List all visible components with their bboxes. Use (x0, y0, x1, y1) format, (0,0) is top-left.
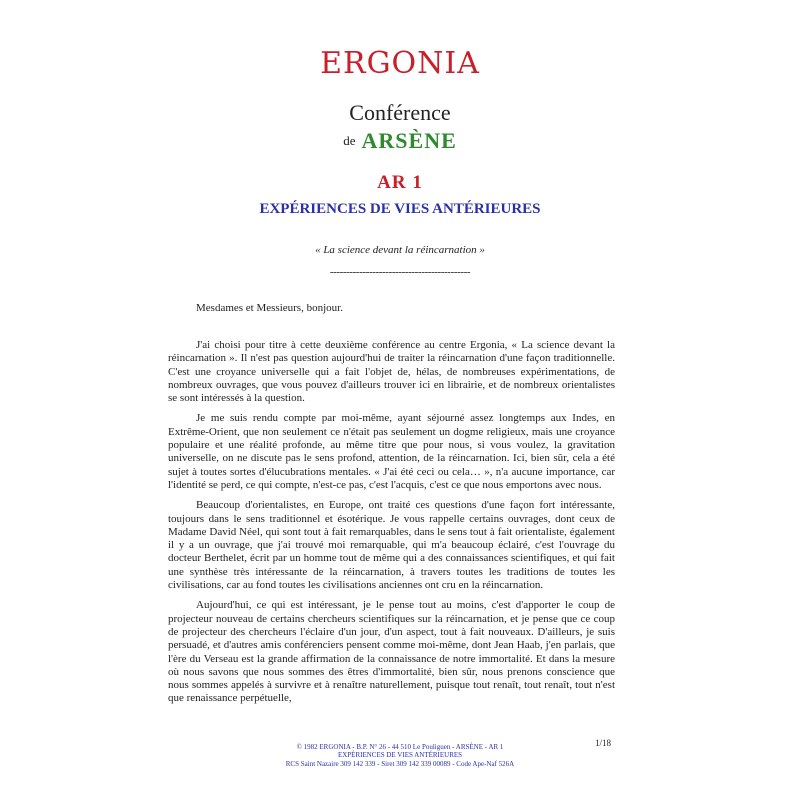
conference-code: AR 1 (377, 172, 423, 193)
paragraph: Aujourd'hui, ce qui est intéressant, je le pense tout au moins, c'est d'apporter le coup de projecteur nouveau de certains chercheurs scientifiques sur la réincarnation, et je pense que ce coup de projecteur des chercheurs l'éclaire d'un jour, d'un aspect, tout à fait nouveaux. D'ailleurs, je suis persuadé, et d'autres amis conférenciers pensent comme moi-même, dont Jean Haab, j'en parlais, que l'ère du Verseau est la grande affirmation de la connaissance de notre immortalité. Et dans la mesure où nous savons que nous sommes des êtres d'immortalité, bien sûr, nous prenons conscience que nous sommes appelés à survivre et à renaître naturellement, puisque tout renaît, tout renaît, tout n'est que renaissance perpétuelle, (168, 599, 615, 705)
footer-title: EXPÉRIENCES DE VIES ANTÉRIEURES (337, 751, 463, 760)
body-text (168, 339, 615, 713)
paragraph: Je me suis rendu compte par moi-même, ayant séjourné assez longtemps aux Indes, en Extrême-Orient, que non seulement ce n'était pas seulement un dogme religieux, mais une croyance populaire et une réalité profonde, au même titre que pour nous, si vous voulez, la gravitation universelle, on ne discute pas le sens profond, attention, de la réincarnation. Ici, bien sûr, cela a été sujet à toutes sortes d'élucubrations mentales. « J'ai été ceci ou cela… », n'a aucune importance, car l'identité se perd, ce qui compte, n'est-ce pas, c'est l'acquis, c'est ce que nous emportons avec nous. (168, 412, 615, 491)
conference-subtitle: EXPÉRIENCES DE VIES ANTÉRIEURES (259, 201, 541, 217)
paragraph: J'ai choisi pour titre à cette deuxième conférence au centre Ergonia, « La science devant la réincarnation ». Il n'est pas question aujourd'hui de traiter la réincarnation d'une façon traditionnelle. C'est une croyance universelle qui a fait l'objet de, hélas, de nombreuses expérimentations, de nombreux ouvrages, que vous pouvez d'ailleurs trouver ici en librairie, et de nombreux orientalistes se sont intéressés à la question. (168, 339, 615, 405)
de-word: de (343, 133, 356, 148)
brand-title: ERGONIA (320, 46, 480, 81)
speaker-line (0, 128, 800, 154)
page-number: 1/18 (595, 738, 612, 748)
conference-quote: « La science devant la réincarnation » (315, 244, 485, 256)
footer-registration: RCS Saint Nazaire 309 142 339 - Siret 309 142 339 00089 - Code Ape-Naf 526A (285, 759, 515, 768)
greeting: Mesdames et Messieurs, bonjour. (196, 302, 343, 314)
conference-heading: Conférence (349, 100, 451, 125)
footer (0, 743, 800, 768)
footer-copyright: © 1982 ERGONIA - B.P. N° 26 - 44 510 Le Pouliguen - ARSÈNE - AR 1 (296, 743, 504, 751)
speaker-name: ARSÈNE (361, 128, 457, 153)
separator-line: ------------------------------------------- (329, 266, 471, 278)
paragraph: Beaucoup d'orientalistes, en Europe, ont traité ces questions d'une façon fort intéressante, toujours dans le sens traditionnel et ésotérique. Je vous rappelle certains ouvrages, dont ceux de Madame David Néel, qui sont tout à fait remarquables, dans le sens tout à fait orientaliste, également il y a un ouvrage, que j'ai trouvé moi remarquable, qui m'a beaucoup éclairé, c'est l'ouvrage du docteur Berthelet, écrit par un homme tout de même qui a des connaissances scientifiques, et qui fait une synthèse très intéressante de la réincarnation, à travers toutes les traditions de toutes les civilisations, car au fond toutes les civilisations anciennes ont cru en la réincarnation. (168, 499, 615, 592)
